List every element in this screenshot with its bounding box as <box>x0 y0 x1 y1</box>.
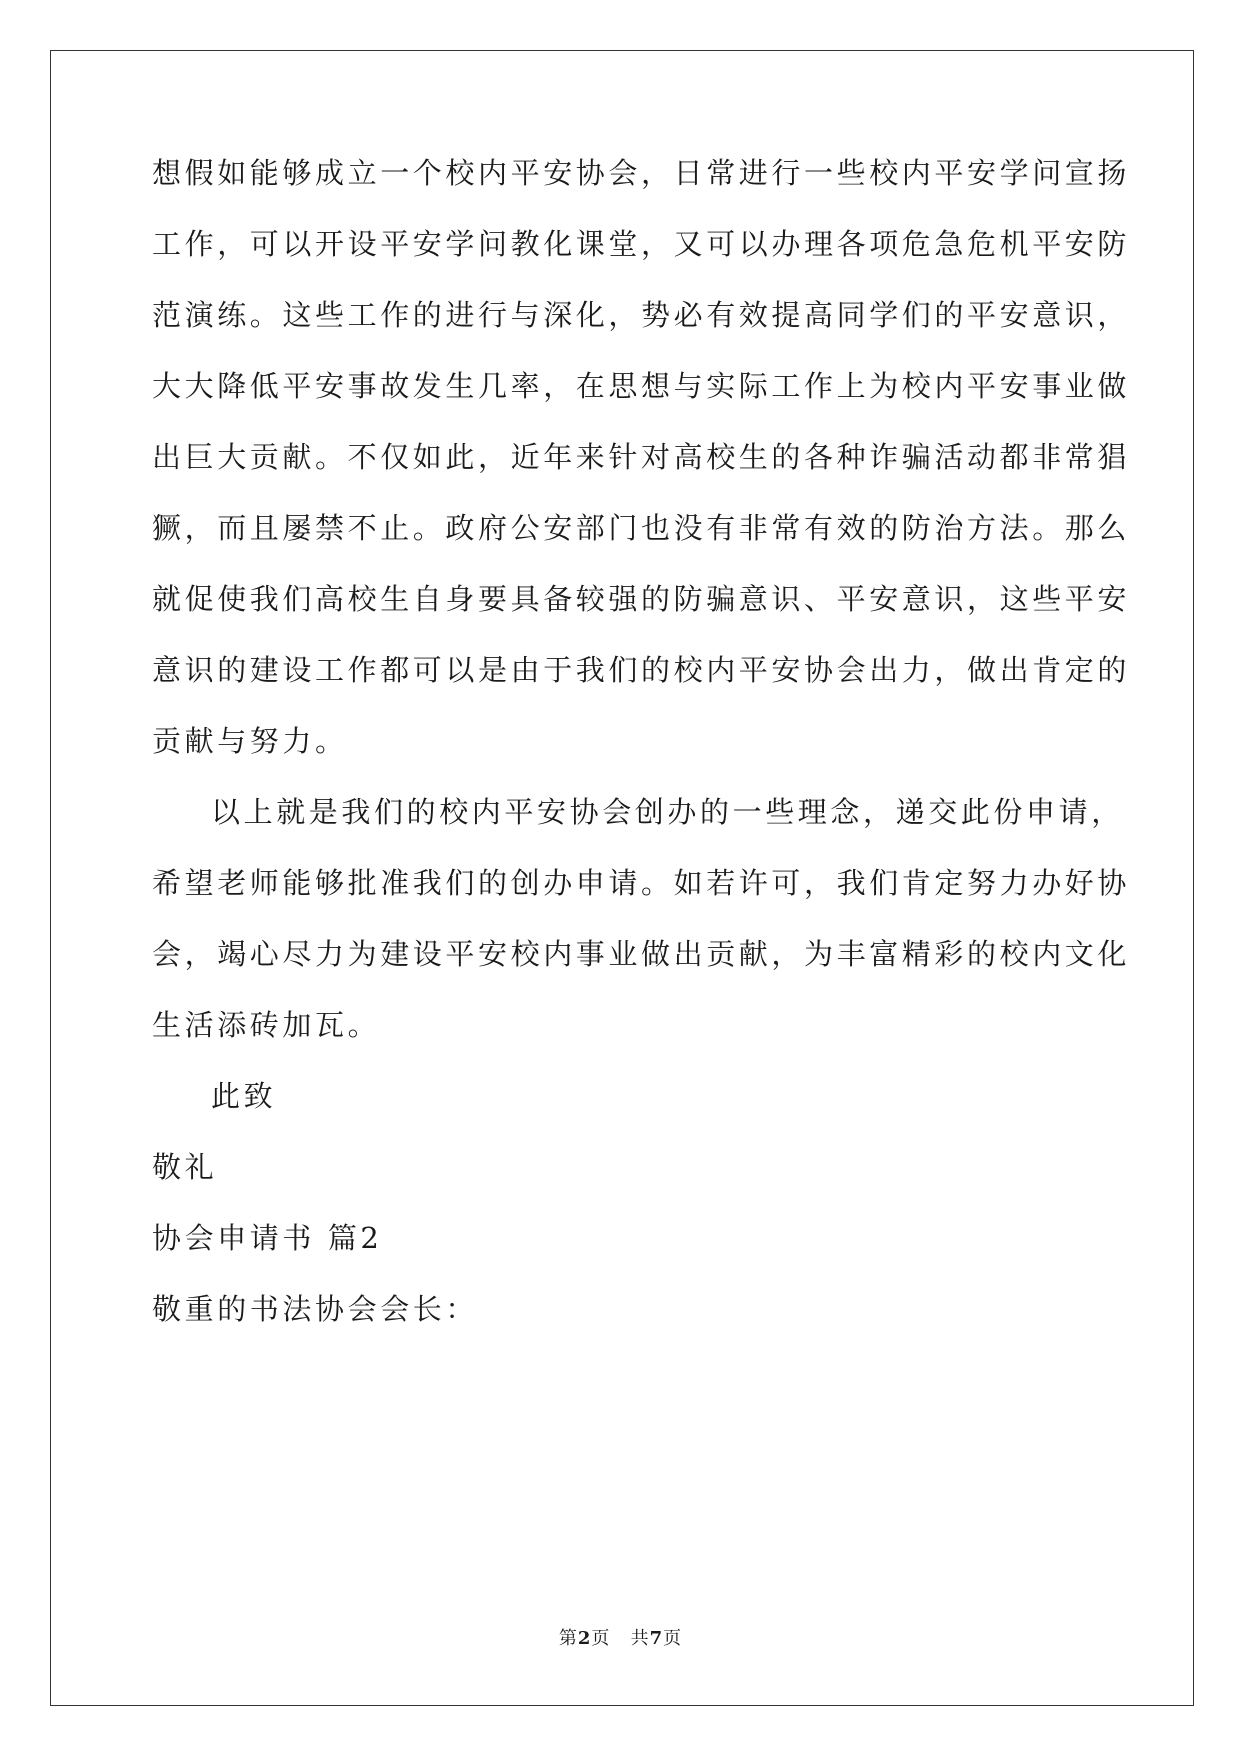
closing-regards: 敬礼 <box>152 1150 218 1184</box>
section-heading: 协会申请书 篇2 <box>152 1221 383 1255</box>
total-label-prefix: 共 <box>630 1628 650 1649</box>
paragraph-line: 出巨大贡献。不仅如此，近年来针对高校生的各种诈骗活动都非常猖 <box>152 440 1131 474</box>
total-pages: 7 <box>649 1628 664 1649</box>
paragraph-line: 会，竭心尽力为建设平安校内事业做出贡献，为丰富精彩的校内文化 <box>152 937 1131 971</box>
closing-salutation: 此致 <box>211 1079 277 1113</box>
paragraph-line: 希望老师能够批准我们的创办申请。如若许可，我们肯定努力办好协 <box>152 866 1131 900</box>
paragraph-line: 生活添砖加瓦。 <box>152 1008 381 1042</box>
page-label-suffix: 页 <box>591 1628 611 1649</box>
paragraph-line: 贡献与努力。 <box>152 724 348 758</box>
total-label-suffix: 页 <box>663 1628 683 1649</box>
paragraph-line: 以上就是我们的校内平安协会创办的一些理念，递交此份申请， <box>211 795 1124 829</box>
paragraph-line: 意识的建设工作都可以是由于我们的校内平安协会出力，做出肯定的 <box>152 653 1131 687</box>
greeting-line: 敬重的书法协会会长： <box>152 1292 479 1326</box>
paragraph-line: 就促使我们高校生自身要具备较强的防骗意识、平安意识，这些平安 <box>152 582 1131 616</box>
paragraph-line: 大大降低平安事故发生几率，在思想与实际工作上为校内平安事业做 <box>152 369 1131 403</box>
page-footer <box>0 1627 1241 1651</box>
page-number: 2 <box>577 1628 592 1649</box>
paragraph-line: 想假如能够成立一个校内平安协会，日常进行一些校内平安学问宣扬 <box>152 156 1131 190</box>
paragraph-line: 獗，而且屡禁不止。政府公安部门也没有非常有效的防治方法。那么 <box>152 511 1131 545</box>
page-label-prefix: 第 <box>558 1628 578 1649</box>
paragraph-line: 范演练。这些工作的进行与深化，势必有效提高同学们的平安意识， <box>152 298 1131 332</box>
paragraph-line: 工作，可以开设平安学问教化课堂，又可以办理各项危急危机平安防 <box>152 227 1131 261</box>
